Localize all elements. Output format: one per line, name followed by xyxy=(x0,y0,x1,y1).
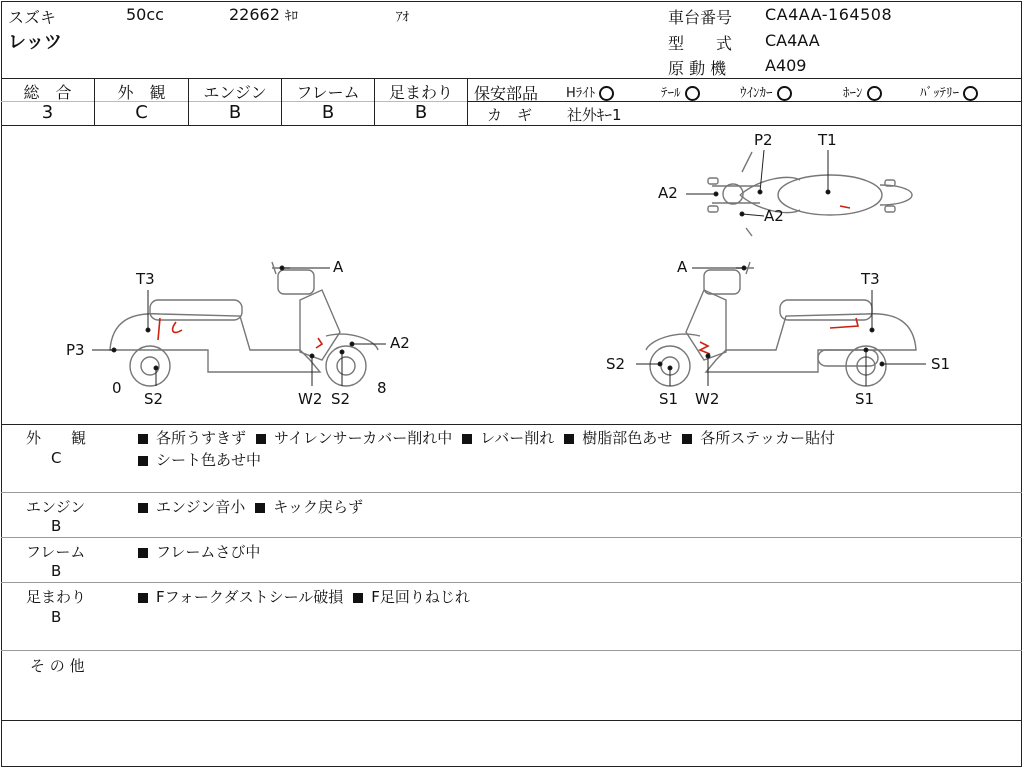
divider xyxy=(1,650,1022,651)
diagram-label: W2 xyxy=(298,390,323,408)
grade-engine: B xyxy=(228,102,242,123)
notes-exterior-label: 外 観 xyxy=(26,429,87,447)
bullet-icon xyxy=(353,593,363,603)
bullet-icon xyxy=(462,434,472,444)
engine-value: A409 xyxy=(765,56,807,75)
grade-suspension: B xyxy=(414,102,428,123)
key-label: カ ギ xyxy=(487,106,533,124)
ok-circle-icon xyxy=(599,86,614,101)
maker: スズキ xyxy=(8,8,57,27)
diagram-label: T1 xyxy=(818,131,837,149)
notes-frame-label: フレーム xyxy=(26,543,86,561)
diagram-label: S2 xyxy=(144,390,164,408)
mileage: 22662 ｷﾛ xyxy=(229,5,298,24)
notes-other-label: そ の 他 xyxy=(30,657,85,675)
diagram-label: T3 xyxy=(136,270,155,288)
diagram-label: P2 xyxy=(754,131,773,149)
diagram-label: T3 xyxy=(861,270,880,288)
notes-engine-line: エンジン音小 キック戻らず xyxy=(138,496,373,517)
grade-frame: B xyxy=(321,102,335,123)
diagram-label: S1 xyxy=(931,355,951,373)
diagram-label: A xyxy=(677,258,688,276)
grade-frame-label: フレーム xyxy=(296,83,360,102)
divider xyxy=(468,101,1021,102)
divider xyxy=(1,492,1022,493)
diagram-label: S2 xyxy=(331,390,351,408)
grade-exterior-label: 外 観 xyxy=(117,83,166,102)
notes-exterior-grade: C xyxy=(51,449,62,467)
notes-suspension-label: 足まわり xyxy=(26,588,87,606)
diagram-label: A2 xyxy=(390,334,410,352)
safety-label: 保安部品 xyxy=(474,84,539,103)
safety-horn: ﾎｰﾝ xyxy=(843,82,882,101)
diagram-label: A2 xyxy=(658,184,678,202)
safety-tail: ﾃｰﾙ xyxy=(661,82,700,101)
grade-suspension-label: 足まわり xyxy=(388,83,453,102)
bullet-icon xyxy=(138,503,148,513)
diagram-label: P3 xyxy=(66,341,85,359)
notes-suspension-grade: B xyxy=(51,608,62,626)
leader-lines xyxy=(92,150,926,386)
model-name: レッツ xyxy=(8,32,62,53)
divider xyxy=(1,582,1022,583)
divider xyxy=(467,78,468,125)
key-value: 社外ｷｰ1 xyxy=(567,106,622,124)
diagram-label: A2 xyxy=(764,207,784,225)
diagram-label: W2 xyxy=(695,390,720,408)
ok-circle-icon xyxy=(777,86,792,101)
diagram-label: S1 xyxy=(855,390,875,408)
bullet-icon xyxy=(564,434,574,444)
safety-battery: ﾊﾞｯﾃﾘｰ xyxy=(920,82,978,101)
diagram-label: S1 xyxy=(659,390,679,408)
ok-circle-icon xyxy=(867,86,882,101)
safety-headlight: Hﾗｲﾄ xyxy=(566,82,614,101)
grade-engine-label: エンジン xyxy=(203,83,267,102)
safety-winker: ｳｲﾝｶｰ xyxy=(740,82,792,101)
ok-circle-icon xyxy=(685,86,700,101)
type-label: 型 式 xyxy=(668,34,733,53)
color: ｱｵ xyxy=(396,10,409,25)
grade-overall-label: 総 合 xyxy=(23,83,72,102)
diagram-label: S2 xyxy=(606,355,626,373)
bullet-icon xyxy=(138,593,148,603)
damage-marks xyxy=(158,206,858,354)
notes-frame-grade: B xyxy=(51,562,62,580)
divider xyxy=(1,424,1022,425)
displacement: 50cc xyxy=(126,5,164,24)
notes-exterior-line1: 各所うすきず サイレンサーカバー削れ中 レバー削れ 樹脂部色あせ 各所ステッカー貼付 xyxy=(138,427,845,448)
bullet-icon xyxy=(138,434,148,444)
notes-frame-line: フレームさび中 xyxy=(138,541,270,562)
diagram-label: A xyxy=(333,258,344,276)
type-value: CA4AA xyxy=(765,31,820,50)
scooter-top-view xyxy=(708,152,912,236)
bullet-icon xyxy=(255,503,265,513)
bullet-icon xyxy=(138,456,148,466)
engine-label: 原 動 機 xyxy=(668,59,727,78)
notes-exterior-line2: シート色あせ中 xyxy=(138,449,271,470)
frame-no: CA4AA-164508 xyxy=(765,5,893,24)
notes-engine-label: エンジン xyxy=(26,498,86,516)
divider xyxy=(1,78,1022,79)
bullet-icon xyxy=(682,434,692,444)
diagram-label: 8 xyxy=(377,379,387,397)
divider xyxy=(1,537,1022,538)
divider xyxy=(1,720,1022,721)
bullet-icon xyxy=(138,548,148,558)
notes-suspension-line: Fフォークダストシール破損 F足回りねじれ xyxy=(138,586,480,607)
grade-exterior: C xyxy=(135,102,148,123)
diagram-label: 0 xyxy=(112,379,122,397)
frame-no-label: 車台番号 xyxy=(668,8,733,27)
ok-circle-icon xyxy=(963,86,978,101)
bullet-icon xyxy=(256,434,266,444)
grade-overall: 3 xyxy=(41,102,54,123)
notes-engine-grade: B xyxy=(51,517,62,535)
